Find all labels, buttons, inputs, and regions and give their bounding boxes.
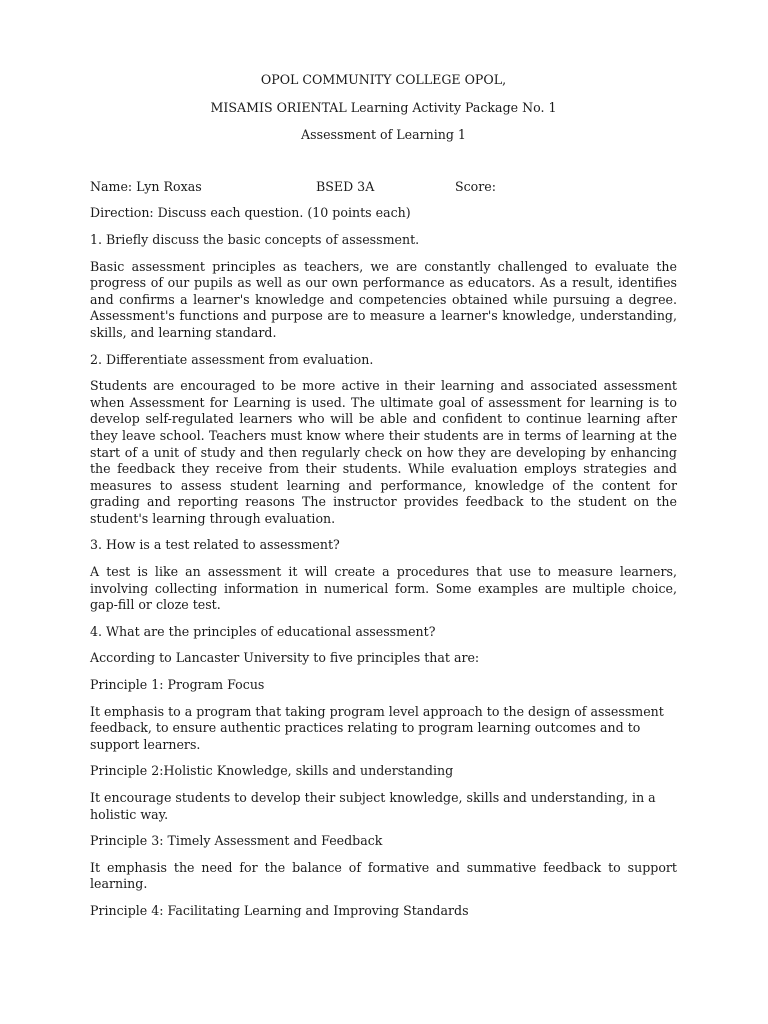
- direction-text: Direction: Discuss each question. (10 points each): [90, 205, 411, 221]
- principle-4-title: Principle 4: Facilitating Learning and Improving Standards: [90, 902, 469, 918]
- principle-3-text: It emphasis the need for the balance of formative and summative feedback to support learning.: [90, 859, 677, 892]
- document-content: [90, 72, 677, 930]
- score-label: Score:: [455, 178, 496, 194]
- question-4: 4. What are the principles of educational assessment?: [90, 623, 436, 639]
- principle-1-title: Principle 1: Program Focus: [90, 677, 265, 693]
- student-name: Name: Lyn Roxas: [90, 178, 202, 194]
- principle-3-title: Principle 3: Timely Assessment and Feedback: [90, 833, 383, 849]
- principle-1-text: It emphasis to a program that taking program level approach to the design of assessment feedback, to ensure authentic practices relating to program learning outcomes and to support learners.: [90, 703, 664, 752]
- principle-2-title: Principle 2:Holistic Knowledge, skills and understanding: [90, 763, 454, 779]
- question-2: 2. Differentiate assessment from evaluation.: [90, 351, 374, 367]
- question-3: 3. How is a test related to assessment?: [90, 537, 340, 553]
- answer-2: Students are encouraged to be more active in their learning and associated assessment when Assessment for Learning is used. The ultimate goal of assessment for learning is to develop self-regulated learners who will be able and confident to continue learning after they leave school. Teachers must know where their students are in terms of learning at the start of a unit of study and then regularly check on how they are developing by enhancing the feedback they receive from their students. While evaluation employs strategies and measures to assess student learning and performance, knowledge of the content for grading and reporting reasons The instructor provides feedback to the student on the student's learning through evaluation.: [90, 378, 677, 526]
- student-section: BSED 3A: [316, 178, 375, 194]
- answer-4-intro: According to Lancaster University to five principles that are:: [90, 650, 480, 666]
- answer-3: A test is like an assessment it will create a procedures that use to measure learners, involving collecting information in numerical form. Some examples are multiple choice, gap-fill or cloze test.: [90, 564, 677, 613]
- student-info-row: [90, 179, 677, 196]
- course-title: Assessment of Learning 1: [301, 127, 466, 143]
- college-title: OPOL COMMUNITY COLLEGE OPOL,: [260, 72, 507, 87]
- question-1: 1. Briefly discuss the basic concepts of assessment.: [90, 231, 420, 247]
- principle-2-text: It encourage students to develop their subject knowledge, skills and understanding, in a holistic way.: [90, 790, 656, 822]
- package-title: MISAMIS ORIENTAL Learning Activity Package No. 1: [210, 99, 557, 115]
- answer-1: Basic assessment principles as teachers, we are constantly challenged to evaluate the progress of our pupils as well as our own performance as educators. As a result, identifies and confirms a learner's knowledge and competencies obtained while pursuing a degree. Assessment's functions and purpose are to measure a learner's knowledge, understanding, skills, and learning standard.: [90, 258, 677, 340]
